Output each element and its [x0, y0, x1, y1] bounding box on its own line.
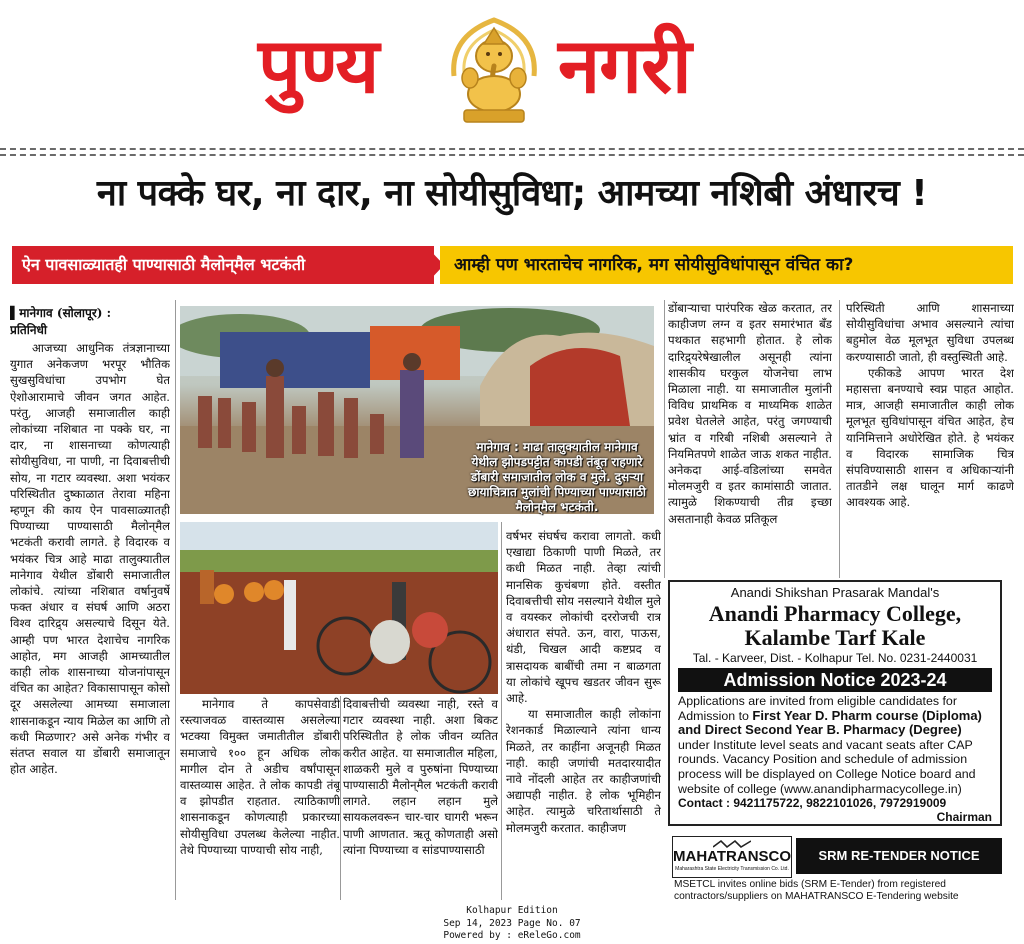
- column-rule: [501, 522, 502, 900]
- article-paragraph: या समाजातील काही लोकांना रेशनकार्ड मिळाल्याने त्यांना धान्य मिळते, तर काहींना अजूनही मिळत नाही. काही जणांची मतदारयादीत नावे नोंदली आहेत तर काहीजणांची अद्यापही नाहीत. हे लोक भूमिहीन आहेत. त्यामुळे चरितार्थासाठी ते मोलमजुरी करतात. काहीजण: [506, 707, 661, 835]
- article-column: [846, 300, 1014, 578]
- photo-children-water: [180, 522, 498, 694]
- subheadline-left: ऐन पावसाळ्यातही पाण्यासाठी मैलोन्‌मैल भटकंती: [12, 246, 434, 284]
- article-column: [180, 696, 340, 900]
- footer-edition: Kolhapur Edition: [466, 905, 558, 916]
- column-rule: [340, 696, 341, 900]
- dateline: ▌मानेगाव (सोलापूर) :: [10, 306, 112, 320]
- ad-body-vacancy: Vacancy Position and schedule of admission process will be displayed on College Notice board and website of college (www.anandipharmacycollege.in): [678, 752, 976, 796]
- headline: ना पक्के घर, ना दार, ना सोयीसुविधा; आमच्या नशिबी अंधारच !: [96, 173, 928, 214]
- masthead-title-right: नगरी: [558, 21, 691, 110]
- column-rule: [175, 300, 176, 900]
- ad-body-intro: Applications are invited from eligible candidates for Admission to: [678, 694, 957, 723]
- ad-college-name: Anandi Pharmacy College,: [708, 601, 962, 626]
- ad-address: Tal. - Karveer, Dist. - Kolhapur Tel. No. 0231-2440031: [692, 651, 978, 665]
- footer-date-page: Sep 14, 2023 Page No. 07: [443, 917, 581, 929]
- byline: प्रतिनिधी: [10, 323, 48, 337]
- ad-body-courses: First Year D. Pharm course (Diploma) and Direct Second Year B. Pharmacy (Degree): [678, 707, 982, 738]
- ganesha-logo-icon: [446, 14, 542, 126]
- masthead-divider: [0, 148, 1024, 150]
- ad-body-mid: under Institute level seats and vacant seats after CAP rounds.: [678, 737, 973, 767]
- footer-powered: Powered by : eReleGo.com: [443, 930, 581, 941]
- ad-signatory: Chairman: [936, 810, 992, 824]
- tender-title: SRM RE-TENDER NOTICE: [796, 838, 1002, 874]
- column-rule: [664, 300, 665, 578]
- mahatransco-logo: [672, 836, 792, 878]
- article-column: [10, 340, 170, 900]
- masthead-title-left: पुण्य: [258, 21, 379, 110]
- article-paragraph: डोंबाऱ्याचा पारंपरिक खेळ करतात, तर काहीजण लग्न व इतर समारंभात बँड पथकात सहभागी होतात. हे लोक दारिद्र्यरेषेखालील असूनही त्यांना शासकीय घरकुल योजनेचा लाभ मिळाला नाही. या समाजातील मुलांनी विविध प्राथमिक व माध्यमिक शाळेत प्रवेश घेतलेले आहेत, परंतु जगण्याची भ्रांत व गरिबी नशिबी असल्याने ते नियमितपणे शाळेत जाऊ शकत नाहीत. अनेकदा आई-वडिलांच्या समवेत मोलमजुरी व इतर कामांसाठी जातात. त्यामुळे शिकण्याची तीव्र इच्छा असतानाही केवळ प्रतिकूल: [668, 301, 832, 526]
- article-column: [343, 696, 498, 900]
- logo-text: MAHATRANSCO: [673, 848, 792, 865]
- subheadline-right: आम्ही पण भारताचेच नागरिक, मग सोयीसुविधांपासून वंचित का?: [440, 246, 1013, 284]
- ad-society: Anandi Shikshan Prasarak Mandal's: [730, 585, 940, 600]
- article-column: [506, 528, 661, 900]
- article-paragraph: परिस्थिती आणि शासनाच्या सोयीसुविधांचा अभाव असल्याने त्यांचा बहुमोल वेळ मूलभूत सुविधा उपलब्ध करण्यासाठी जातो, ही वस्तुस्थिती आहे.: [846, 301, 1014, 364]
- tender-text: MSETCL invites online bids (SRM E-Tender) from registered contractors/suppliers on MAHATRANSCO E-Tendering website: [674, 879, 959, 902]
- ad-title: Admission Notice 2023-24: [678, 668, 992, 692]
- article-column: [668, 300, 832, 578]
- admission-ad: [668, 580, 1002, 826]
- column-rule: [839, 300, 840, 578]
- masthead-divider: [0, 154, 1024, 156]
- ad-body: [678, 694, 996, 796]
- photo-illustration: [180, 522, 498, 694]
- article-paragraph: वर्षभर संघर्षच करावा लागतो. कधी एखाद्या ठिकाणी पाणी मिळते, तर कधी मिळत नाही. तेव्हा त्यांची मानसिक कुचंबणा होते. वस्तीत दिवाबत्तीची सोय नसल्याने येथील मुले व वयस्कर लोकांची दररोजची रात्र अंधारात संपते. ऊन, वारा, पाऊस, थंडी, चिखल आदी कष्टप्रद व त्रासदायक बाबींची तमा न बाळगता या लोकांचे खूपच खडतर जीवन सुरू आहे.: [506, 529, 661, 706]
- ad-contact: Contact : 9421175722, 9822101026, 7972919009: [678, 796, 947, 810]
- photo-caption: मानेगाव : माढा तालुक्यातील मानेगाव येथील झोपडपट्टीत कापडी तंबूत राहणारे डोंबारी समाजातील लोक व मुले. दुसऱ्या छायाचित्रात मुलांची पिण्याच्या पाण्यासाठी मैलोन्‌मैल भटकंती.: [467, 440, 647, 514]
- article-paragraph: दिवाबत्तीची व्यवस्था नाही, रस्ते व गटार व्यवस्था नाही. अशा बिकट परिस्थितीत हे लोक जीवन व्यतित करीत आहेत. या समाजातील महिला, शाळकरी मुले व पुरुषांना पिण्याच्या पाण्यासाठी मैलोन्‌मैल भटकंती करावी लागते. लहान लहान मुले सायकलवरून चार-चार घागरी भरून पाणी आणतात. ऋतू कोणताही असो त्यांना पिण्याच्या व सांडपाण्यासाठी: [343, 697, 498, 857]
- article-paragraph: आजच्या आधुनिक तंत्रज्ञानाच्या युगात अनेकजण भरपूर भौतिक सुखसुविधांचा उपभोग घेत ऐशोआरामाचे जीवन जगत आहेत. परंतु, आजही समाजातील काही लोकांच्या नशिबात ना पक्के घर, ना दार, ना शासनाच्या कोणत्याही सोयीसुविधा, ना पाणी, ना दिवाबत्तीची सोय, ना गटार व्यवस्था. अशा भयंकर परिस्थितीत दुष्काळात तेरावा महिना म्हणून की काय ऐन पावसाळ्यातही पिण्याच्या पाण्यासाठी मैलोन्‌मैल भटकंती करावी लागते. हे विदारक व भयंकर चित्र आहे माढा तालुक्यातील मानेगाव येथील डोंबारी समाजातील लोकांचे. त्यांच्या नशिबात वर्षानुवर्षे फक्त अंधार व संघर्ष आणि अठरा विश्व दारिद्र्य असल्याचे दिसून येते. आम्ही पण भारत देशाचेच नागरिक आहोत, मग आजही आमच्यातील काही लोक शासनाच्या योजनांपासून वंचित का आहेत? विकासापासून कोसो दूर असलेल्या आमच्या समाजाला शासनाकडून न्याय मिळेल का आणि तो कधी मिळणार? असे अनेक गंभीर व संतप्त सवाल या डोंबारी समाजातून होत आहेत.: [10, 341, 170, 777]
- article-paragraph: मानेगाव ते कापसेवाडी रस्त्याजवळ वास्तव्यास असलेल्या भटक्या विमुक्त जमातीतील डोंबारी समाजाचे १०० हून अधिक लोक मागील दोन ते अडीच वर्षांपासून वास्तव्यास आहेत. ते लोक कापडी तंबू व झोपडीत राहतात. त्याठिकाणी शासनाकडून कोणत्याही प्रकारच्या सोयीसुविधा उपलब्ध केलेल्या नाहीत. तेथे पिण्याच्या पाण्याची सोय नाही,: [180, 697, 340, 857]
- ad-college-location: Kalambe Tarf Kale: [744, 625, 926, 650]
- article-paragraph: एकीकडे आपण भारत देश महासत्ता बनण्याचे स्वप्न पाहत आहोत. मात्र, आजही समाजातील काही लोक मूलभूत सुविधांपासून वंचित आहेत, हेच यानिमित्ताने अधोरेखित होते. हे भयंकर व विदारक सामाजिक चित्र संपविण्यासाठी शासन व अधिकाऱ्यांनी तातडीने लक्ष घालून मार्ग काढणे आवश्यक आहे.: [846, 365, 1014, 510]
- logo-subtext: Maharashtra State Electricity Transmission Co. Ltd.: [675, 866, 789, 872]
- masthead: [0, 0, 1024, 150]
- page-footer: [0, 902, 1024, 944]
